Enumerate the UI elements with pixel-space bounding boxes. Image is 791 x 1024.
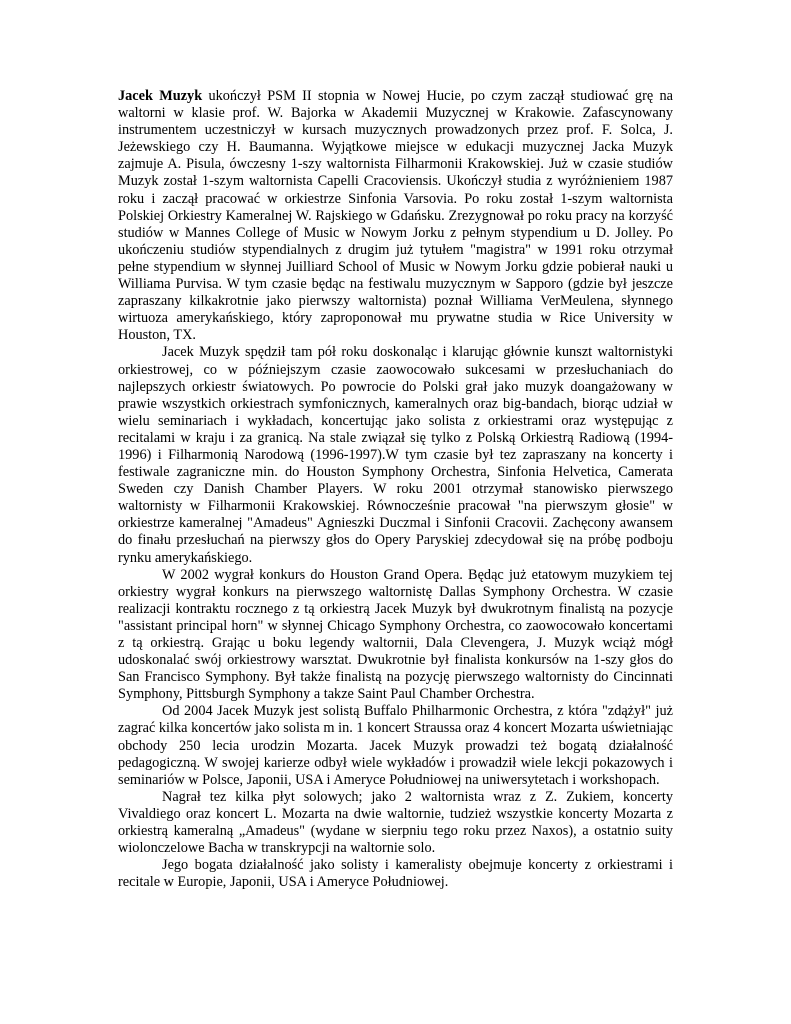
paragraph-1-text: ukończył PSM II stopnia w Nowej Hucie, po czym zaczął studiować grę na waltorni w klasie prof. W. Bajorka w Akademii Muzycznej w Krakowie. Zafascynowany instrumentem uczestniczył w kursach muzycznych prowadzonych przez prof. F. Solca, J. Jeżewskiego czy H. Baumanna. Wyjątkowe miejsce w edukacji muzycznej Jacka Muzyk zajmuje A. Pisula, ówczesny 1-szy waltornista Filharmonii Krakowskiej. Już w czasie studiów Muzyk został 1-szym waltornista Capelli Cracoviensis. Ukończył studia z wyróżnieniem 1987 roku i zaczął pracować w orkiestrze Sinfonia Varsovia. Po roku został 1-szym waltornista Polskiej Orkiestry Kameralnej W. Rajskiego w Gdańsku. Zrezygnował po roku pracy na korzyść studiów w Mannes College of Music w Nowym Jorku z pełnym stypendium u D. Jolley. Po ukończeniu studiów stypendialnych z drugim już tytułem "magistra" w 1991 roku otrzymał pełne stypendium w słynnej Juilliard School of Music w Nowym Jorku gdzie pobierał nauki u Williama Purvisa. W tym czasie będąc na festiwalu muzycznym w Sapporo (gdzie był jeszcze zapraszany kilkakrotnie jako pierwszy waltornista) poznał Williama VerMeulena, słynnego wirtuoza amerykańskiego, który zaproponował mu prywatne studia w Rice University w Houston, TX. (118, 88, 673, 344)
paragraph-1 (118, 88, 673, 344)
paragraph-3: W 2002 wygrał konkurs do Houston Grand Opera. Będąc już etatowym muzykiem tej orkiestry wygrał konkurs na pierwszego waltornistę Dallas Symphony Orchestra. W czasie realizacji kontraktu rocznego z tą orkiestrą Jacek Muzyk był dwukrotnym finalistą na pozycje "assistant principal horn" w słynnej Chicago Symphony Orchestra, co zaowocowało koncertami z tą orkiestrą. Grając u boku legendy waltornii, Dala Clevengera, J. Muzyk wciąż mógł udoskonalać swój orkiestrowy warsztat. Dwukrotnie był finalista konkursów na 1-szy głos do San Francisco Symphony. Był także finalistą na pozycję pierwszego waltornisty do Cincinnati Symphony, Pittsburgh Symphony a takze Saint Paul Chamber Orchestra. (118, 566, 673, 703)
lead-name: Jacek Muzyk (118, 88, 203, 104)
paragraph-2: Jacek Muzyk spędził tam pół roku doskonaląc i klarując głównie kunszt waltornistyki orkiestrowej, co w późniejszym czasie zaowocowało sukcesami w przesłuchaniach do najlepszych orkiestr światowych. Po powrocie do Polski grał jako muzyk doangażowany w prawie wszystkich orkiestrach symfonicznych, kameralnych oraz big-bandach, biorąc udział w wielu seminariach i wykładach, koncertując jako solista z orkiestrami oraz występując z recitalami w kraju i za granicą. Na stale związał się tylko z Polską Orkiestrą Radiową (1994-1996) i Filharmonią Narodową (1996-1997).W tym czasie był tez zapraszany na koncerty i festiwale zagraniczne min. do Houston Symphony Orchestra, Sinfonia Helvetica, Camerata Sweden czy Danish Chamber Players. W roku 2001 otrzymał stanowisko pierwszego waltornisty w Filharmonii Krakowskiej. Równocześnie pracował "na pierwszym głosie" w orkiestrze kameralnej "Amadeus" Agnieszki Duczmal i Sinfonii Cracovii. Zachęcony awansem do finału przesłuchań na pierwszy głos do Opery Paryskiej zdecydował się na próbę podboju rynku amerykańskiego. (118, 344, 673, 566)
paragraph-6: Jego bogata działalność jako solisty i kameralisty obejmuje koncerty z orkiestrami i recitale w Europie, Japonii, USA i Ameryce Południowej. (118, 857, 673, 891)
document-body (118, 88, 673, 891)
paragraph-4: Od 2004 Jacek Muzyk jest solistą Buffalo Philharmonic Orchestra, z która "zdążył" już zagrać kilka koncertów jako solista m in. 1 koncert Straussa oraz 4 koncert Mozarta uświetniając obchody 250 lecia urodzin Mozarta. Jacek Muzyk prowadzi też bogatą działalność pedagogiczną. W swojej karierze odbył wiele wykładów i prowadził wiele lekcji pokazowych i seminariów w Polsce, Japonii, USA i Ameryce Południowej na uniwersytetach i workshopach. (118, 703, 673, 788)
paragraph-5: Nagrał tez kilka płyt solowych; jako 2 waltornista wraz z Z. Zukiem, koncerty Vivaldiego oraz koncert L. Mozarta na dwie waltornie, tudzież wszystkie koncerty Mozarta z orkiestrą kameralną „Amadeus" (wydane w sierpniu tego roku przez Naxos), a ostatnio suity wiolonczelowe Bacha w transkrypcji na waltornie solo. (118, 788, 673, 857)
